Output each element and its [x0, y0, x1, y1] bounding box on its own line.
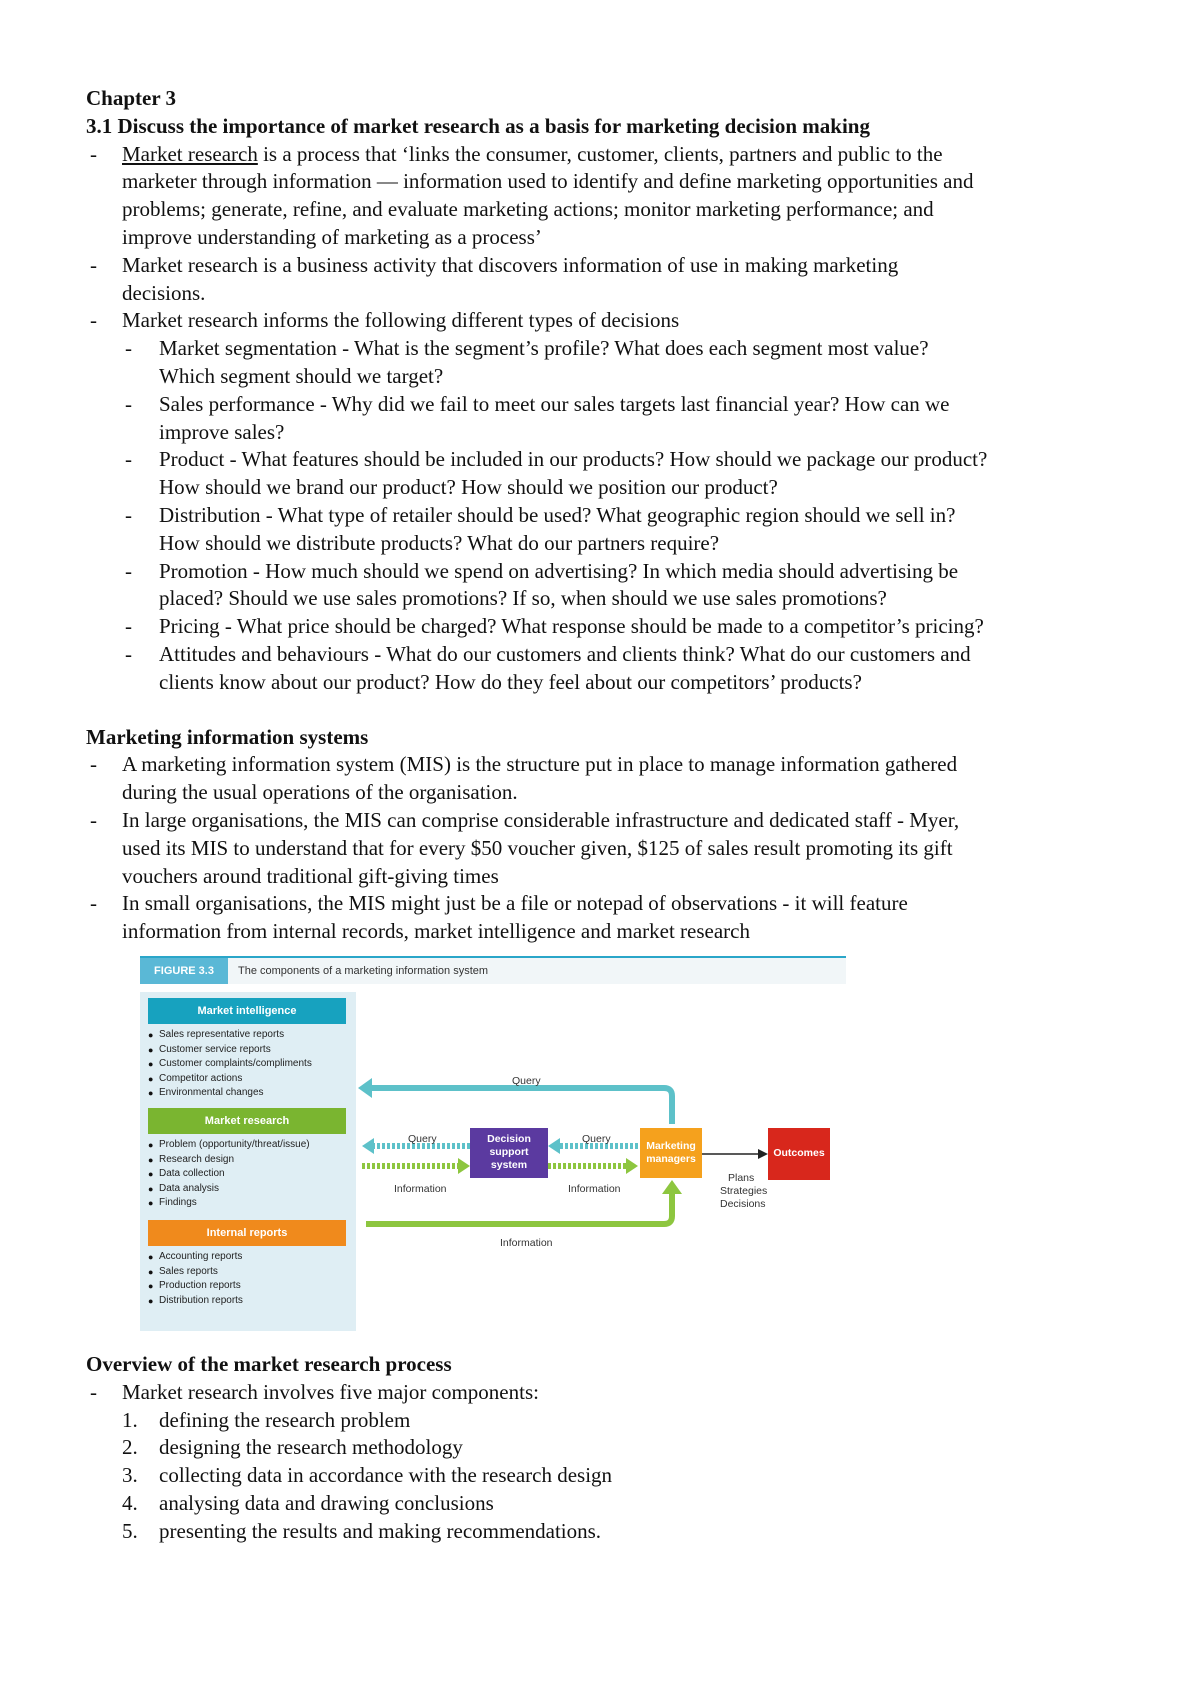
bullet-marker: -: [90, 807, 97, 832]
info-panel-arrowhead: [458, 1158, 470, 1174]
step-text: collecting data in accordance with the research design: [159, 1463, 613, 1488]
step-item: [86, 1407, 1126, 1435]
text-line: improve understanding of marketing as a process’: [122, 224, 542, 249]
decision-item-distribution: [86, 502, 1126, 558]
text-line: decisions.: [122, 280, 206, 305]
list-item: ● Customer service reports: [148, 1043, 354, 1058]
text-line: How should we brand our product? How should we position our product?: [159, 475, 778, 500]
list-item: ● Accounting reports: [148, 1250, 354, 1265]
outcomes-arrowhead: [758, 1149, 768, 1159]
text-line: Pricing - What price should be charged? What response should be made to a competitor’s pricing?: [159, 614, 984, 639]
figure-caption: The components of a marketing information system: [238, 964, 489, 977]
step-text: analysing data and drawing conclusions: [159, 1490, 494, 1515]
plans-label: Plans: [728, 1171, 755, 1184]
step-number: 2.: [122, 1435, 138, 1460]
bullet-marker: -: [90, 141, 97, 166]
query-dss-arrowhead: [362, 1138, 374, 1154]
text-line: Promotion - How much should we spend on advertising? In which media should advertising be: [159, 558, 959, 583]
list-item: ● Data collection: [148, 1167, 354, 1182]
information-loop-arrowhead: [662, 1180, 682, 1194]
step-item: [86, 1490, 1126, 1518]
text-line: Market research informs the following different types of decisions: [122, 308, 680, 333]
text-line: during the usual operations of the organisation.: [122, 780, 518, 805]
query-top-label: Query: [512, 1074, 541, 1087]
bullet-marker: -: [90, 891, 97, 916]
step-item: [86, 1518, 1126, 1546]
decision-item-segmentation: [86, 335, 1126, 391]
text-line: vouchers around traditional gift-giving times: [122, 863, 499, 888]
query-managers-arrowhead: [548, 1138, 560, 1154]
list-item: ● Research design: [148, 1153, 354, 1168]
marketing-managers-box: Marketing managers: [640, 1128, 702, 1178]
step-item: [86, 1434, 1126, 1462]
text-line: A marketing information system (MIS) is the structure put in place to manage information gathered: [122, 752, 958, 777]
list-item: ● Sales representative reports: [148, 1028, 354, 1043]
info-dss-arrowhead: [626, 1158, 638, 1174]
figure-label: FIGURE 3.3: [140, 958, 228, 984]
information-bottom-label: Information: [500, 1236, 553, 1249]
chapter-heading: Chapter 3: [86, 86, 177, 110]
step-text: defining the research problem: [159, 1407, 411, 1432]
bullet-marker: -: [125, 641, 132, 666]
list-item: ● Data analysis: [148, 1182, 354, 1197]
information-right-label: Information: [568, 1182, 621, 1195]
bullet-marker: -: [125, 614, 132, 639]
spacer: [86, 697, 1126, 724]
overview-heading: Overview of the market research process: [86, 1351, 452, 1376]
bullet-business-activity: [86, 252, 1126, 308]
text-line: Which segment should we target?: [159, 363, 444, 388]
query-loop-arrowhead: [358, 1078, 372, 1098]
text-line: Distribution - What type of retailer should be used? What geographic region should we sell in?: [159, 502, 956, 527]
text-line: information from internal records, market intelligence and market research: [122, 919, 750, 944]
decision-item-product: [86, 446, 1126, 502]
text-line: Market segmentation - What is the segment’s profile? What does each segment most value?: [159, 336, 929, 361]
text-line: Market research involves five major components:: [122, 1379, 539, 1404]
step-number: 1.: [122, 1407, 138, 1432]
bullet-mis-large-orgs: [86, 807, 1126, 890]
text-line: In small organisations, the MIS might just be a file or notepad of observations - it will feature: [122, 891, 908, 916]
list-item: ● Competitor actions: [148, 1072, 354, 1087]
bullet-marker: -: [125, 558, 132, 583]
bullet-marker: -: [90, 752, 97, 777]
decision-item-attitudes: [86, 641, 1126, 697]
text-line: Sales performance - Why did we fail to meet our sales targets last financial year? How can we: [159, 391, 950, 416]
document-content: [86, 85, 1126, 1545]
step-number: 4.: [122, 1490, 138, 1515]
decision-item-pricing: [86, 613, 1126, 641]
text-line: clients know about our product? How do they feel about our competitors’ products?: [159, 669, 862, 694]
list-item: ● Customer complaints/compliments: [148, 1057, 354, 1072]
text-line: In large organisations, the MIS can comprise considerable infrastructure and dedicated staff - Myer,: [122, 807, 960, 832]
query-left-label: Query: [408, 1132, 437, 1145]
list-item: ● Distribution reports: [148, 1294, 354, 1309]
outcomes-box: Outcomes: [768, 1128, 830, 1180]
list-item: ● Production reports: [148, 1279, 354, 1294]
query-right-label: Query: [582, 1132, 611, 1145]
information-left-label: Information: [394, 1182, 447, 1195]
bullet-marker: -: [90, 252, 97, 277]
bullet-marker: -: [125, 502, 132, 527]
text-line: placed? Should we use sales promotions? If so, when should we use sales promotions?: [159, 586, 887, 611]
bullet-marker: -: [90, 1379, 97, 1404]
step-number: 3.: [122, 1463, 138, 1488]
outputs-label: [720, 1172, 767, 1211]
mis-heading: Marketing information systems: [86, 724, 369, 749]
decision-support-system-box: Decision support system: [470, 1128, 548, 1178]
step-text: presenting the results and making recommendations.: [159, 1518, 602, 1543]
market-research-header: Market research: [148, 1108, 346, 1134]
list-item: ● Problem (opportunity/threat/issue): [148, 1138, 354, 1153]
bullet-marker: -: [125, 336, 132, 361]
text-line: Attitudes and behaviours - What do our customers and clients think? What do our customers and: [159, 641, 971, 666]
text-line: used its MIS to understand that for every $50 voucher given, $125 of sales result promoting its gift: [122, 835, 953, 860]
step-item: [86, 1462, 1126, 1490]
bullet-marker: -: [125, 447, 132, 472]
bullet-decision-types: [86, 307, 1126, 335]
decisions-label: Decisions: [720, 1197, 766, 1210]
step-text: designing the research methodology: [159, 1435, 463, 1460]
list-item: ● Sales reports: [148, 1265, 354, 1280]
list-item: ● Environmental changes: [148, 1086, 354, 1101]
step-number: 5.: [122, 1518, 138, 1543]
decision-item-promotion: [86, 558, 1126, 614]
bullet-marker: -: [125, 391, 132, 416]
text-line: Market research is a business activity that discovers information of use in making marketing: [122, 252, 899, 277]
bullet-five-components: [86, 1379, 1126, 1407]
mis-components-figure: [140, 956, 846, 1331]
text-line: marketer through information — information used to identify and define marketing opportunities and: [122, 169, 974, 194]
market-intelligence-header: Market intelligence: [148, 998, 346, 1024]
strategies-label: Strategies: [720, 1184, 768, 1197]
section-heading: 3.1 Discuss the importance of market research as a basis for marketing decision making: [86, 113, 870, 138]
text-line: How should we distribute products? What do our partners require?: [159, 530, 720, 555]
text-line: problems; generate, refine, and evaluate marketing actions; monitor marketing performance; and: [122, 197, 934, 222]
text-line: is a process that ‘links the consumer, customer, clients, partners and public to the: [257, 141, 943, 166]
bullet-mis-small-orgs: [86, 890, 1126, 946]
text-line: Product - What features should be included in our products? How should we package our product?: [159, 447, 988, 472]
list-item: ● Findings: [148, 1196, 354, 1211]
bullet-market-research-definition: [86, 141, 1126, 252]
spacer: [86, 1331, 1126, 1351]
bullet-mis-definition: [86, 751, 1126, 807]
internal-reports-header: Internal reports: [148, 1220, 346, 1246]
market-research-term: Market research: [122, 141, 258, 166]
bullet-marker: -: [90, 308, 97, 333]
text-line: improve sales?: [159, 419, 285, 444]
decision-item-sales-performance: [86, 391, 1126, 447]
